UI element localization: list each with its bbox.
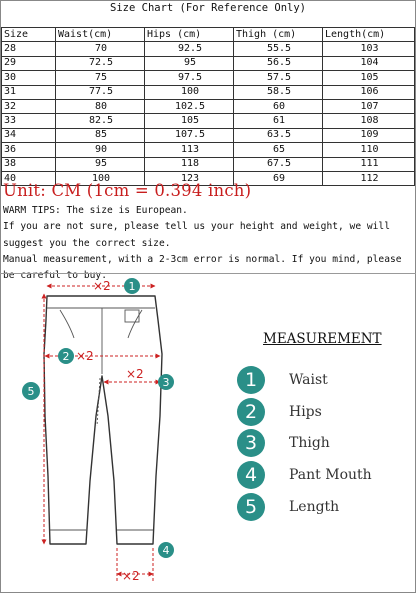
cell-hips: 123 (145, 171, 234, 185)
table-row (2, 157, 415, 171)
cell-length: 107 (323, 99, 415, 113)
legend-title: MEASUREMENT (263, 331, 382, 347)
legend-number-icon: 5 (237, 493, 265, 521)
cell-size: 28 (2, 42, 56, 56)
table-row (2, 143, 415, 157)
cell-thigh: 65 (234, 143, 323, 157)
table-row (2, 56, 415, 70)
cell-hips: 113 (145, 143, 234, 157)
table-row (2, 128, 415, 142)
marker-4-label: 4 (162, 544, 170, 557)
header-length: Length(cm) (323, 28, 415, 42)
table-row (2, 114, 415, 128)
cell-thigh: 58.5 (234, 85, 323, 99)
size-chart-table (1, 27, 415, 186)
marker-5-label: 5 (27, 385, 35, 398)
size-advice-text: If you are not sure, please tell us your height and weight, we will suggest you the correct size. (3, 221, 396, 249)
warm-tips-text: WARM TIPS: The size is European. (3, 205, 188, 216)
legend-label: Pant Mouth (289, 467, 372, 483)
cell-size: 40 (2, 171, 56, 185)
cell-length: 103 (323, 42, 415, 56)
marker-3-label: 3 (162, 376, 170, 389)
legend-label: Hips (289, 404, 322, 420)
pants-outline (44, 296, 162, 544)
cell-thigh: 63.5 (234, 128, 323, 142)
section-divider (0, 273, 416, 274)
hips-multiplier: ×2 (76, 349, 94, 363)
legend-number-icon: 2 (237, 398, 265, 426)
cell-hips: 97.5 (145, 71, 234, 85)
cell-hips: 102.5 (145, 99, 234, 113)
cell-waist: 90 (56, 143, 145, 157)
cell-size: 36 (2, 143, 56, 157)
header-size: Size (2, 28, 56, 42)
legend-number-icon: 3 (237, 429, 265, 457)
cell-length: 109 (323, 128, 415, 142)
cell-size: 30 (2, 71, 56, 85)
header-hips: Hips (cm) (145, 28, 234, 42)
cell-hips: 118 (145, 157, 234, 171)
cell-size: 31 (2, 85, 56, 99)
cell-size: 38 (2, 157, 56, 171)
legend-item-thigh (237, 429, 330, 457)
thigh-multiplier: ×2 (126, 367, 144, 381)
legend-item-pant-mouth (237, 461, 372, 489)
table-row (2, 99, 415, 113)
header-thigh: Thigh (cm) (234, 28, 323, 42)
waist-multiplier: ×2 (93, 279, 111, 293)
header-waist: Waist(cm) (56, 28, 145, 42)
cell-hips: 95 (145, 56, 234, 70)
table-header-row (2, 28, 415, 42)
cell-length: 105 (323, 71, 415, 85)
table-row (2, 42, 415, 56)
cell-size: 32 (2, 99, 56, 113)
marker-1-label: 1 (128, 280, 136, 293)
cell-hips: 100 (145, 85, 234, 99)
measurement-error-text: Manual measurement, with a 2-3cm error is normal. If you mind, please be careful to buy. (3, 253, 408, 282)
table-row (2, 85, 415, 99)
marker-2-label: 2 (62, 350, 70, 363)
cell-waist: 95 (56, 157, 145, 171)
cell-size: 33 (2, 114, 56, 128)
cell-size: 34 (2, 128, 56, 142)
cell-thigh: 60 (234, 99, 323, 113)
cell-hips: 92.5 (145, 42, 234, 56)
cell-waist: 82.5 (56, 114, 145, 128)
pants-diagram (0, 276, 230, 592)
cell-thigh: 57.5 (234, 71, 323, 85)
cell-length: 110 (323, 143, 415, 157)
cell-waist: 70 (56, 42, 145, 56)
legend-label: Thigh (289, 435, 330, 451)
cell-hips: 105 (145, 114, 234, 128)
cell-waist: 72.5 (56, 56, 145, 70)
cell-waist: 85 (56, 128, 145, 142)
cell-waist: 80 (56, 99, 145, 113)
cell-length: 106 (323, 85, 415, 99)
cell-length: 108 (323, 114, 415, 128)
legend-label: Waist (289, 372, 328, 388)
cell-length: 111 (323, 157, 415, 171)
unit-conversion-text: Unit: CM (1cm = 0.394 inch) (3, 181, 252, 200)
legend-item-waist (237, 366, 328, 394)
legend-number-icon: 1 (237, 366, 265, 394)
table-row (2, 71, 415, 85)
cell-thigh: 56.5 (234, 56, 323, 70)
legend-label: Length (289, 499, 340, 515)
legend-number-icon: 4 (237, 461, 265, 489)
cell-hips: 107.5 (145, 128, 234, 142)
legend-item-length (237, 493, 339, 521)
cell-waist: 75 (56, 71, 145, 85)
page-title: Size Chart (For Reference Only) (110, 2, 306, 14)
cell-thigh: 55.5 (234, 42, 323, 56)
cell-size: 29 (2, 56, 56, 70)
cell-length: 104 (323, 56, 415, 70)
cell-thigh: 67.5 (234, 157, 323, 171)
cell-thigh: 69 (234, 171, 323, 185)
cell-waist: 100 (56, 171, 145, 185)
cell-waist: 77.5 (56, 85, 145, 99)
mouth-multiplier: ×2 (122, 569, 140, 583)
cell-length: 112 (323, 171, 415, 185)
cell-thigh: 61 (234, 114, 323, 128)
legend-item-hips (237, 398, 322, 426)
